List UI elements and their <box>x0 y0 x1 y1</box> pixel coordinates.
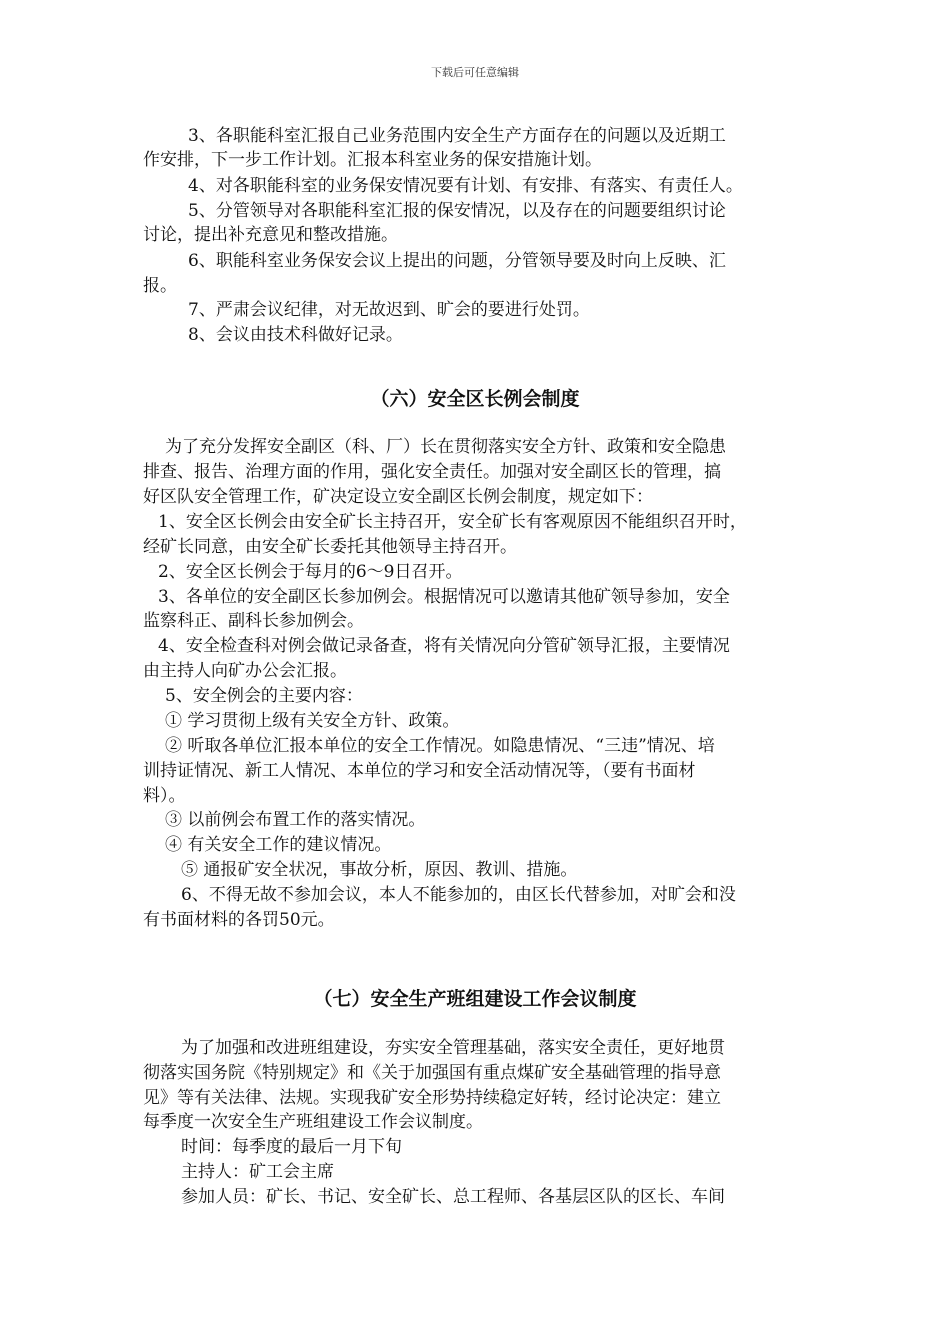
section-six-title: （六）安全区长例会制度 <box>370 388 580 410</box>
text-line: 见》等有关法律、法规。实现我矿安全形势持续稳定好转，经讨论决定：建立 <box>143 1088 721 1108</box>
text-line: 好区队安全管理工作，矿决定设立安全副区长例会制度，规定如下： <box>143 487 653 507</box>
text-line: 排查、报告、治理方面的作用，强化安全责任。加强对安全副区长的管理，搞 <box>143 462 721 482</box>
text-line: 为了加强和改进班组建设，夯实安全管理基础，落实安全责任，更好地贯 <box>181 1038 725 1058</box>
header-note: 下载后可任意编辑 <box>431 66 519 79</box>
text-line: ⑤ 通报矿安全状况，事故分析，原因、教训、措施。 <box>181 860 578 880</box>
text-line: 8、会议由技术科做好记录。 <box>188 325 403 345</box>
text-line: 彻落实国务院《特别规定》和《关于加强国有重点煤矿安全基础管理的指导意 <box>143 1063 721 1083</box>
text-line: 5、分管领导对各职能科室汇报的保安情况，以及存在的问题要组织讨论 <box>188 201 726 221</box>
text-line: 有书面材料的各罚50元。 <box>143 910 335 930</box>
text-line: 作安排，下一步工作计划。汇报本科室业务的保安措施计划。 <box>143 150 602 170</box>
text-line: ④ 有关安全工作的建议情况。 <box>165 835 392 855</box>
section-seven-title: （七）安全生产班组建设工作会议制度 <box>313 988 637 1010</box>
text-line: 1、安全区长例会由安全矿长主持召开，安全矿长有客观原因不能组织召开时， <box>158 512 747 532</box>
text-line: 为了充分发挥安全副区（科、厂）长在贯彻落实安全方针、政策和安全隐患 <box>165 437 726 457</box>
text-line: 每季度一次安全生产班组建设工作会议制度。 <box>143 1112 483 1132</box>
text-line: 参加人员：矿长、书记、安全矿长、总工程师、各基层区队的区长、车间 <box>181 1187 725 1207</box>
text-line: 6、职能科室业务保安会议上提出的问题，分管领导要及时向上反映、汇 <box>188 251 726 271</box>
text-line: 训持证情况、新工人情况、本单位的学习和安全活动情况等，（要有书面材 <box>143 761 696 781</box>
text-line: 4、对各职能科室的业务保安情况要有计划、有安排、有落实、有责任人。 <box>188 176 743 196</box>
text-line: 3、各单位的安全副区长参加例会。根据情况可以邀请其他矿领导参加，安全 <box>158 587 730 607</box>
text-line: 经矿长同意，由安全矿长委托其他领导主持召开。 <box>143 537 517 557</box>
text-line: 报。 <box>143 276 177 296</box>
text-line: ③ 以前例会布置工作的落实情况。 <box>165 810 426 830</box>
text-line: 料）。 <box>143 786 186 806</box>
text-line: 4、安全检查科对例会做记录备查，将有关情况向分管矿领导汇报，主要情况 <box>158 636 730 656</box>
text-line: 由主持人向矿办公会汇报。 <box>143 661 347 681</box>
text-line: 7、严肃会议纪律，对无故迟到、旷会的要进行处罚。 <box>188 300 590 320</box>
text-line: 时间：每季度的最后一月下旬 <box>181 1137 402 1157</box>
text-line: 主持人：矿工会主席 <box>181 1162 334 1182</box>
text-line: ② 听取各单位汇报本单位的安全工作情况。如隐患情况、“三违”情况、培 <box>165 736 715 756</box>
text-line: 2、安全区长例会于每月的6～9日召开。 <box>158 562 463 582</box>
text-line: 3、各职能科室汇报自己业务范围内安全生产方面存在的问题以及近期工 <box>188 126 726 146</box>
text-line: 6、不得无故不参加会议，本人不能参加的，由区长代替参加，对旷会和没 <box>181 885 736 905</box>
text-line: 讨论，提出补充意见和整改措施。 <box>143 225 398 245</box>
text-line: ① 学习贯彻上级有关安全方针、政策。 <box>165 711 460 731</box>
text-line: 5、安全例会的主要内容： <box>165 686 363 706</box>
text-line: 监察科正、副科长参加例会。 <box>143 611 364 631</box>
